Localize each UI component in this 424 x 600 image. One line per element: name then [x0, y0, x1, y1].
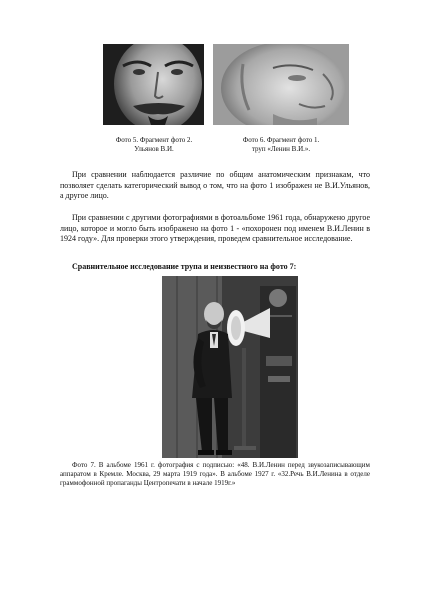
photo-6-portrait — [213, 44, 349, 125]
section-title: Сравнительное исследование трупа и неизвестного на фото 7: — [72, 262, 297, 271]
paragraph-2: При сравнении с другими фотографиями в фотоальбоме 1961 года, обнаружено другое лицо, которое и могло быть изображено на фото 1 - «похоронен под именем В.И.Ленин в 1924 году». Для проверки этого утверждения, проведем сравнительное исследование. — [60, 213, 370, 243]
paragraph-1: При сравнении наблюдается различие по общим анатомическим признакам, что позволяет сделать категорический вывод о том, что на фото 1 изображен не В.И.Ульянов, а другое лицо. — [60, 170, 370, 200]
photo-5-caption — [89, 136, 219, 154]
photo-6-caption — [216, 136, 346, 154]
photo-7-caption: Фото 7. В альбоме 1961 г. фотография с подписью: «48. В.И.Ленин перед звукозаписывающим аппаратом в Кремле. Москва, 29 марта 1919 года». В альбоме 1927 г. «32.Речь В.И.Ленина в отделе граммофонной пропаганды Центропечати в начале 1919г.» — [60, 461, 370, 487]
photo-5-portrait — [103, 44, 204, 125]
photo-6-caption-line2: труп «Ленин В.И.». — [251, 145, 311, 153]
photo-5-caption-line1: Фото 5. Фрагмент фото 2. — [115, 136, 193, 144]
photo-6-caption-line1: Фото 6. Фрагмент фото 1. — [242, 136, 320, 144]
photo-7-portrait — [162, 276, 298, 458]
photo-5-caption-line2: Ульянов В.И. — [134, 145, 174, 153]
